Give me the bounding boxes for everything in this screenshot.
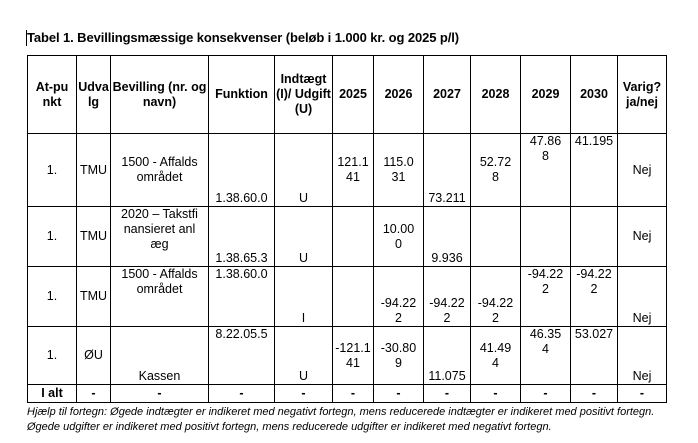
cell-2029: -94.222 — [521, 267, 571, 327]
total-iu: - — [275, 385, 333, 403]
cell-2028: -94.222 — [471, 267, 521, 327]
header-2029: 2029 — [521, 56, 571, 134]
cell-funktion: 1.38.60.0 — [209, 267, 275, 327]
cell-bevilling: Kassen — [111, 327, 209, 385]
cell-2025 — [333, 267, 374, 327]
cell-varig: Nej — [618, 267, 667, 327]
table-row — [28, 267, 667, 327]
header-2025: 2025 — [333, 56, 374, 134]
cell-atpunkt: 1. — [28, 267, 77, 327]
header-2030: 2030 — [571, 56, 618, 134]
table-row — [28, 327, 667, 385]
cell-2027: 11.075 — [424, 327, 471, 385]
cell-2030 — [571, 207, 618, 267]
total-2030: - — [571, 385, 618, 403]
cell-2026: -30.809 — [374, 327, 424, 385]
cell-varig: Nej — [618, 134, 667, 207]
table-row — [28, 134, 667, 207]
cell-iu: U — [275, 134, 333, 207]
header-varig: Varig? ja/nej — [618, 56, 667, 134]
total-2028: - — [471, 385, 521, 403]
cell-2028: 52.728 — [471, 134, 521, 207]
cell-2028 — [471, 207, 521, 267]
total-2027: - — [424, 385, 471, 403]
cell-udvalg: TMU — [77, 207, 111, 267]
cell-iu: U — [275, 207, 333, 267]
cell-varig: Nej — [618, 327, 667, 385]
cell-udvalg: TMU — [77, 134, 111, 207]
cell-2030: 41.195 — [571, 134, 618, 207]
cell-atpunkt: 1. — [28, 134, 77, 207]
header-2026: 2026 — [374, 56, 424, 134]
header-udvalg: Udvalg — [77, 56, 111, 134]
header-2028: 2028 — [471, 56, 521, 134]
header-funktion: Funktion — [209, 56, 275, 134]
cell-2025: 121.141 — [333, 134, 374, 207]
cell-2026: 10.000 — [374, 207, 424, 267]
sign-footnote: Hjælp til fortegn: Øgede indtægter er indikeret med negativt fortegn, mens reducerede indtægter er indikeret med positivt fortegn. Øgede udgifter er indikeret med positivt fortegn, mens reducerede udgifter er indikeret med negativt fortegn. — [27, 406, 655, 433]
cell-2026: -94.222 — [374, 267, 424, 327]
cell-atpunkt: 1. — [28, 327, 77, 385]
table-row — [28, 207, 667, 267]
total-bevilling: - — [111, 385, 209, 403]
budget-table — [27, 55, 667, 403]
cell-2027: -94.222 — [424, 267, 471, 327]
cell-funktion: 1.38.65.3 — [209, 207, 275, 267]
cell-2025: -121.141 — [333, 327, 374, 385]
cell-udvalg: TMU — [77, 267, 111, 327]
cell-iu: U — [275, 327, 333, 385]
cell-bevilling: 1500 - Affaldsområdet — [111, 134, 209, 207]
total-2025: - — [333, 385, 374, 403]
header-bevilling: Bevilling (nr. og navn) — [111, 56, 209, 134]
cell-iu: I — [275, 267, 333, 327]
cell-2026: 115.031 — [374, 134, 424, 207]
total-funktion: - — [209, 385, 275, 403]
cell-bevilling: 1500 - Affaldsområdet — [111, 267, 209, 327]
cell-2028: 41.494 — [471, 327, 521, 385]
total-2026: - — [374, 385, 424, 403]
cell-2030: 53.027 — [571, 327, 618, 385]
cell-funktion: 1.38.60.0 — [209, 134, 275, 207]
cell-2027: 73.211 — [424, 134, 471, 207]
cell-varig: Nej — [618, 207, 667, 267]
cell-2029: 47.868 — [521, 134, 571, 207]
cell-2029 — [521, 207, 571, 267]
total-label: I alt — [28, 385, 77, 403]
total-row — [28, 385, 667, 403]
header-2027: 2027 — [424, 56, 471, 134]
total-varig: - — [618, 385, 667, 403]
cell-funktion: 8.22.05.5 — [209, 327, 275, 385]
cell-2025 — [333, 207, 374, 267]
cell-bevilling: 2020 – Takstfinansieret anlæg — [111, 207, 209, 267]
table-title: Tabel 1. Bevillingsmæssige konsekvenser (beløb i 1.000 kr. og 2025 p/l) — [27, 30, 459, 45]
header-row — [28, 56, 667, 134]
total-2029: - — [521, 385, 571, 403]
total-udvalg: - — [77, 385, 111, 403]
cell-udvalg: ØU — [77, 327, 111, 385]
cell-2030: -94.222 — [571, 267, 618, 327]
header-indtaegt-udgift: Indtægt (I)/ Udgift (U) — [275, 56, 333, 134]
cell-atpunkt: 1. — [28, 207, 77, 267]
cell-2027: 9.936 — [424, 207, 471, 267]
cell-2029: 46.354 — [521, 327, 571, 385]
header-atpunkt: At-punkt — [28, 56, 77, 134]
